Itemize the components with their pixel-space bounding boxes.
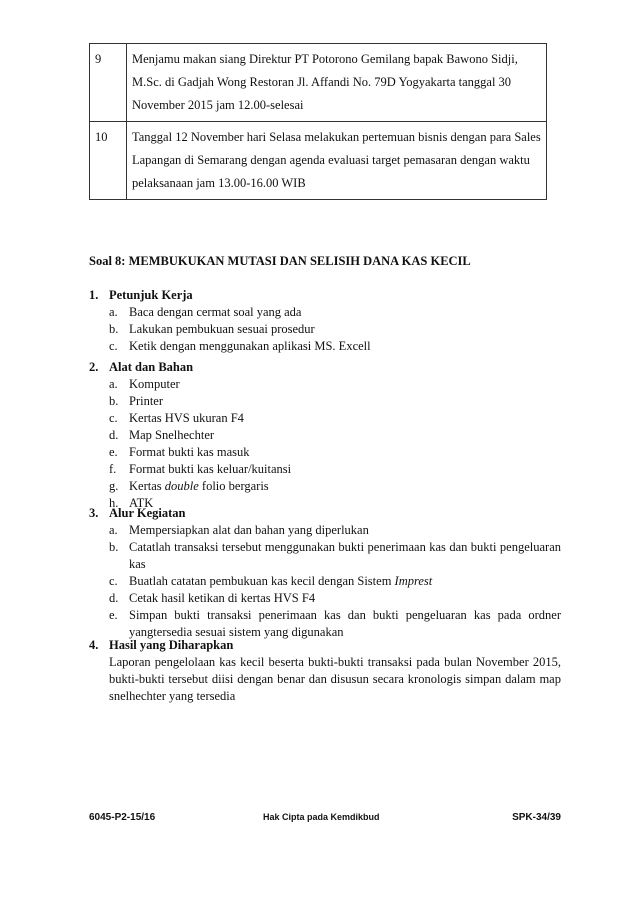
list-marker: b. [109,322,119,336]
section-title [89,359,561,376]
list-item-emphasis: Imprest [394,574,433,588]
list-item [89,427,561,444]
row-number: 9 [90,44,127,122]
item-list [89,522,561,641]
question-heading: Soal 8: MEMBUKUKAN MUTASI DAN SELISIH DANA KAS KECIL [89,254,471,268]
section-title [89,637,561,654]
copyright-text: Hak Cipta pada Kemdikbud [263,812,380,822]
list-item [89,410,561,427]
list-item [89,304,561,321]
list-item-text: Komputer [129,377,180,391]
item-list [89,376,561,512]
list-marker: e. [109,445,118,459]
list-item-text: Cetak hasil ketikan di kertas HVS F4 [129,591,316,605]
table-row [90,122,547,200]
list-marker: d. [109,591,119,605]
list-item [89,539,561,573]
row-number: 10 [90,122,127,200]
list-item-emphasis: double [164,479,199,493]
section-paragraph: Laporan pengelolaan kas kecil beserta bukti-bukti transaksi pada bulan November 2015, bukti-bukti tersebut diisi dengan benar dan disusun secara kronologis simpan dalam map snelhechter yang tersedia [109,655,561,703]
section-title-text: Alat dan Bahan [109,360,194,374]
list-item [89,573,561,590]
list-marker: e. [109,608,118,622]
list-marker: d. [109,428,119,442]
section-number: 1. [89,288,99,302]
list-item-text: Map Snelhechter [129,428,215,442]
list-marker: b. [109,540,119,554]
list-item-text-pre: Buatlah catatan pembukuan kas kecil dengan Sistem [129,574,395,588]
list-marker: g. [109,479,119,493]
section-number: 4. [89,638,99,652]
document-code: 6045-P2-15/16 [89,812,156,823]
schedule-table [89,43,547,200]
list-item-text: ATK [129,496,154,510]
row-text: Menjamu makan siang Direktur PT Potorono Gemilang bapak Bawono Sidji, M.Sc. di Gadjah Wong Restoran Jl. Affandi No. 79D Yogyakarta tanggal 30 November 2015 jam 12.00-selesai [127,44,547,122]
page-number: SPK-34/39 [512,812,561,823]
list-item-text: Simpan bukti transaksi penerimaan kas dan bukti pengeluaran kas pada ordner yangtersedia sesuai sistem yang digunakan [129,608,561,639]
section-number: 2. [89,360,99,374]
list-item [89,321,561,338]
list-item [89,444,561,461]
section-title-text: Hasil yang Diharapkan [109,638,234,652]
section-expected-result [89,637,561,705]
list-item [89,338,561,355]
list-marker: c. [109,574,118,588]
list-marker: f. [109,462,117,476]
list-item [89,461,561,478]
list-item-text: Format bukti kas masuk [129,445,250,459]
section-title [89,505,561,522]
section-title [89,287,561,304]
list-item-text: Ketik dengan menggunakan aplikasi MS. Excell [129,339,371,353]
list-item-text: Format bukti kas keluar/kuitansi [129,462,292,476]
list-item-text: Kertas HVS ukuran F4 [129,411,244,425]
item-list [89,304,561,355]
list-item-text: Lakukan pembukuan sesuai prosedur [129,322,315,336]
table-row [90,44,547,122]
list-item [89,478,561,495]
section-number: 3. [89,506,99,520]
list-marker: a. [109,523,118,537]
list-item-text: Baca dengan cermat soal yang ada [129,305,302,319]
list-item [89,393,561,410]
list-item [89,590,561,607]
list-marker: c. [109,411,118,425]
list-marker: h. [109,496,119,510]
list-marker: c. [109,339,118,353]
list-marker: b. [109,394,119,408]
section-workflow [89,505,561,641]
section-title-text: Petunjuk Kerja [109,288,193,302]
list-item-text: Catatlah transaksi tersebut menggunakan bukti penerimaan kas dan bukti pengeluaran kas [129,540,561,571]
list-item [89,376,561,393]
list-item [89,607,561,641]
list-item-text-pre: Kertas [129,479,165,493]
section-tools [89,359,561,512]
row-text: Tanggal 12 November hari Selasa melakukan pertemuan bisnis dengan para Sales Lapangan di Semarang dengan agenda evaluasi target pemasaran dengan waktu pelaksanaan jam 13.00-16.00 WIB [127,122,547,200]
list-item-text: Printer [129,394,164,408]
list-item-text: Mempersiapkan alat dan bahan yang diperlukan [129,523,369,537]
list-marker: a. [109,305,118,319]
list-item-text-post: folio bergaris [198,479,269,493]
section-instructions [89,287,561,355]
list-item [89,522,561,539]
page-footer [89,812,561,828]
section-title-text: Alur Kegiatan [109,506,186,520]
list-marker: a. [109,377,118,391]
